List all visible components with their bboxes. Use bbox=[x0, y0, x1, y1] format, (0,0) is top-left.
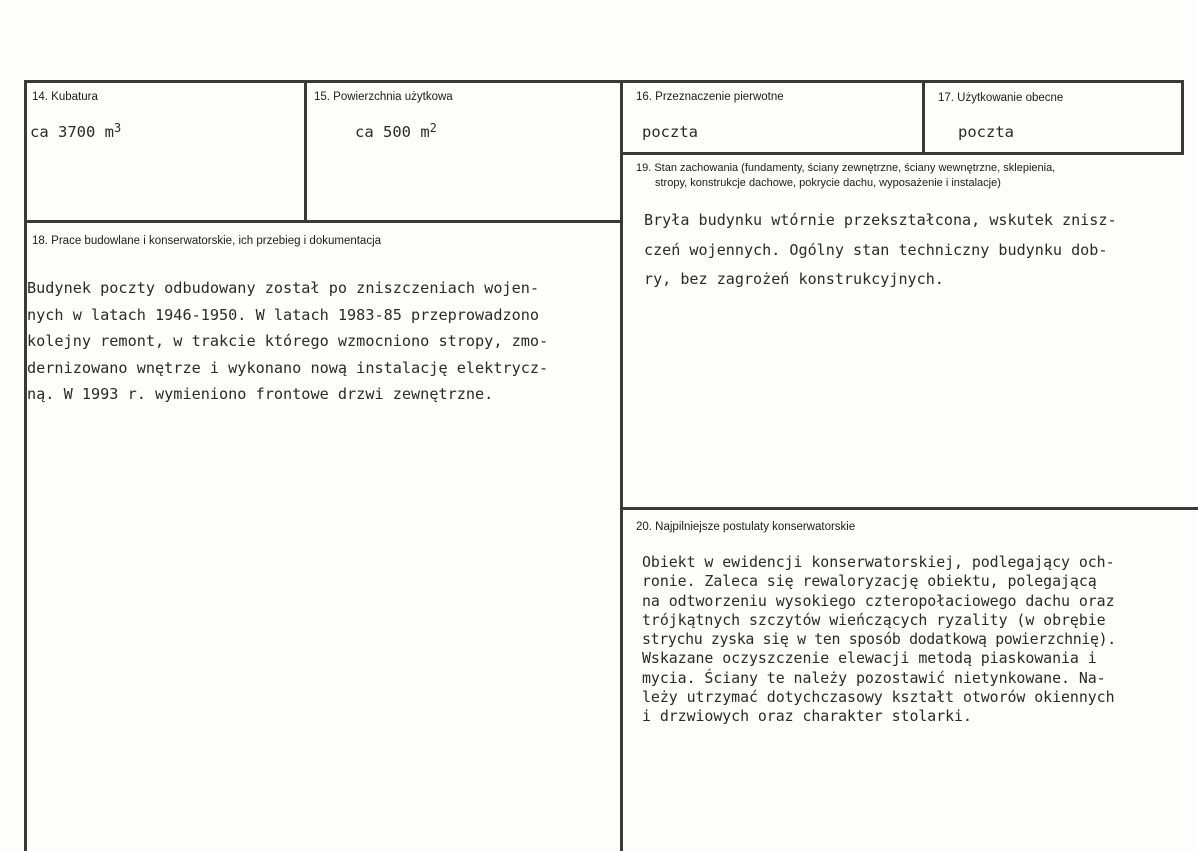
divider-15-18 bbox=[24, 220, 623, 223]
field-19-label-line-2: stropy, konstrukcje dachowe, pokrycie dachu, wyposażenie i instalacje) bbox=[655, 177, 1001, 189]
field-17-value: poczta bbox=[958, 123, 1014, 141]
field-20-text bbox=[642, 553, 1116, 727]
divider-16-17 bbox=[922, 80, 925, 154]
text-line: leży utrzymać dotychczasowy kształt otworów okiennych bbox=[642, 688, 1115, 707]
field-15-exponent: 2 bbox=[429, 121, 437, 135]
text-line: Wskazane oczyszczenie elewacji metodą piaskowania i bbox=[642, 649, 1097, 668]
field-16-label: 16. Przeznaczenie pierwotne bbox=[636, 91, 784, 103]
text-line: kolejny remont, w trakcie którego wzmocniono stropy, zmo- bbox=[27, 332, 549, 350]
field-15-value: ca 500 $m^2$ bbox=[355, 121, 437, 141]
text-line: dernizowano wnętrze i wykonano nową instalację elektrycz- bbox=[27, 358, 549, 377]
text-line: mycia. Ściany te należy pozostawić nietynkowane. Na- bbox=[642, 668, 1106, 687]
text-line: na odtworzeniu wysokiego czteropołaciowego dachu oraz bbox=[642, 591, 1115, 610]
text-line: czeń wojennych. Ogólny stan techniczny budynku dob- bbox=[644, 240, 1108, 259]
text-line: Obiekt w ewidencji konserwatorskiej, podlegający och- bbox=[642, 553, 1115, 571]
text-line: nych w latach 1946-1950. W latach 1983-85 przeprowadzono bbox=[27, 305, 540, 324]
top-border bbox=[24, 80, 1184, 83]
field-14-label: 14. Kubatura bbox=[32, 91, 98, 103]
divider-16-19 bbox=[620, 152, 1184, 155]
text-line: trójkątnych szczytów wieńczących ryzality (w obrębie bbox=[642, 610, 1106, 629]
field-18-text bbox=[27, 275, 548, 408]
text-line: ronie. Zaleca się rewaloryzację obiektu, polegającą bbox=[642, 572, 1097, 591]
field-16-value: poczta bbox=[642, 123, 698, 141]
divider-14-15 bbox=[304, 80, 307, 222]
field-18-label: 18. Prace budowlane i konserwatorskie, ich przebieg i dokumentacja bbox=[32, 235, 382, 247]
text-line: Bryła budynku wtórnie przekształcona, wskutek znisz- bbox=[644, 211, 1117, 229]
field-15-label: 15. Powierzchnia użytkowa bbox=[314, 91, 453, 103]
field-20-label: 20. Najpilniejsze postulaty konserwatorskie bbox=[636, 521, 856, 533]
field-19-label-line-1: 19. Stan zachowania (fundamenty, ściany zewnętrzne, ściany wewnętrzne, sklepienia, bbox=[636, 162, 1056, 174]
field-14-exponent: 3 bbox=[114, 121, 122, 135]
text-line: ną. W 1993 r. wymieniono frontowe drzwi zewnętrzne. bbox=[27, 385, 494, 403]
left-border bbox=[24, 80, 27, 851]
divider-19-20 bbox=[620, 507, 1198, 510]
text-line: strychu zyska się w ten sposób dodatkową powierzchnię). bbox=[642, 630, 1116, 649]
center-divider bbox=[620, 80, 623, 851]
field-14-value: ca 3700 $m^3$ bbox=[30, 121, 122, 141]
field-17-label: 17. Użytkowanie obecne bbox=[938, 92, 1064, 104]
text-line: ry, bez zagrożeń konstrukcyjnych. bbox=[644, 270, 944, 288]
text-line: i drzwiowych oraz charakter stolarki. bbox=[642, 707, 972, 726]
text-line: Budynek poczty odbudowany został po zniszczeniach wojen- bbox=[27, 279, 540, 297]
field-19-text bbox=[644, 206, 1117, 295]
right-border bbox=[1181, 80, 1184, 154]
